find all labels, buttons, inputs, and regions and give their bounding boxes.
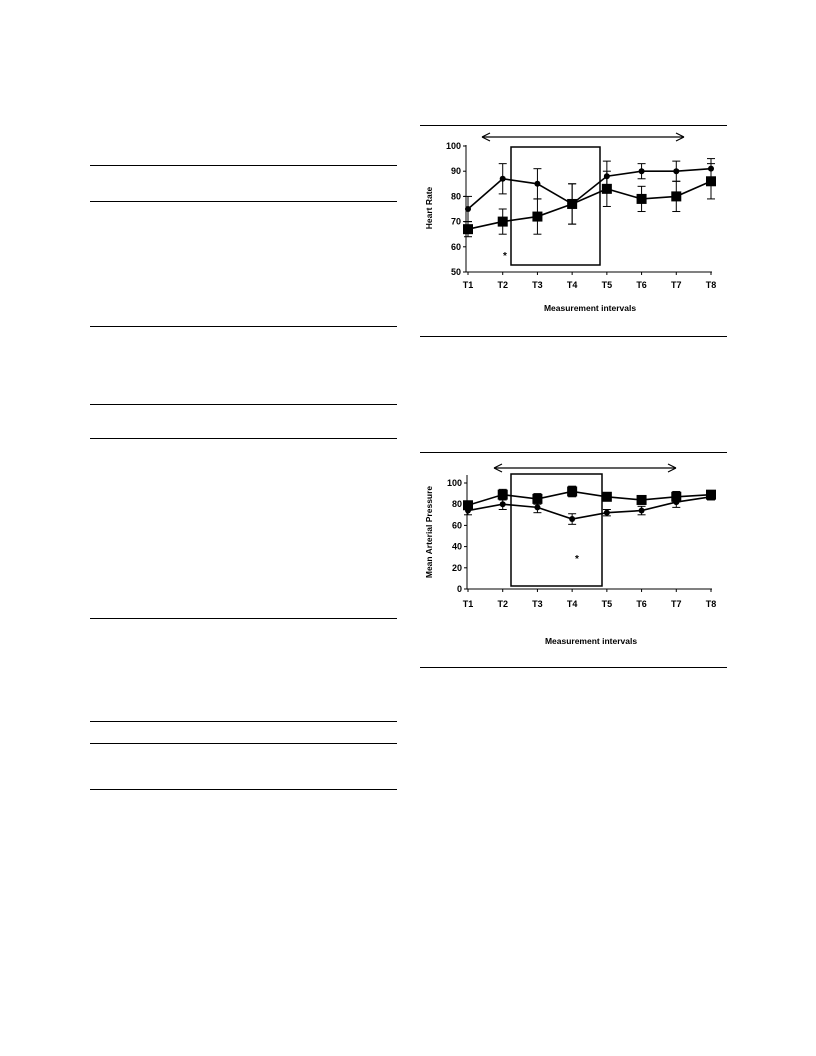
- table-rule: [90, 404, 397, 405]
- series-1-point: [639, 508, 645, 514]
- series-2-point: [532, 212, 542, 222]
- y-tick-label: 40: [451, 541, 462, 552]
- series-1-point: [500, 501, 506, 507]
- x-tick-label: T8: [705, 280, 717, 290]
- y-tick-label: 0: [456, 584, 462, 594]
- x-tick-label: T2: [497, 280, 508, 290]
- table-rule: [90, 743, 397, 744]
- y-axis-title: Mean Arterial Pressure: [424, 485, 434, 579]
- y-tick-label: 50: [450, 267, 461, 277]
- x-tick-label: T8: [705, 599, 717, 609]
- heart-rate-plot: [420, 126, 727, 334]
- y-tick-label: 100: [446, 478, 462, 488]
- y-tick-label: 20: [451, 562, 462, 573]
- table-rule: [90, 438, 397, 439]
- x-tick-label: T2: [497, 599, 508, 609]
- x-tick-label: T1: [462, 599, 474, 609]
- x-tick-label: T6: [636, 280, 647, 290]
- significance-marker: *: [575, 554, 579, 565]
- mean-arterial-pressure-chart: [420, 453, 727, 665]
- x-tick-label: T6: [636, 599, 647, 609]
- x-tick-label: T4: [566, 599, 578, 609]
- x-tick-label: T4: [566, 280, 578, 290]
- series-1-point: [465, 206, 471, 212]
- series-2-point: [602, 184, 612, 194]
- y-tick-label: 100: [445, 141, 461, 151]
- table-rule: [90, 165, 397, 166]
- x-tick-label: T7: [671, 280, 682, 290]
- series-1-point: [673, 168, 679, 174]
- y-tick-label: 90: [450, 166, 461, 177]
- series-2-point: [602, 492, 612, 502]
- y-axis-title: Heart Rate: [424, 186, 434, 230]
- table-rule: [90, 618, 397, 619]
- series-1-line: [468, 169, 711, 209]
- table-rule: [90, 721, 397, 722]
- intervention-box: [511, 147, 600, 265]
- y-tick-label: 80: [451, 499, 462, 510]
- y-tick-label: 80: [450, 191, 461, 202]
- heart-rate-chart: [420, 126, 727, 334]
- x-tick-label: T5: [601, 599, 613, 609]
- series-2-point: [637, 495, 647, 505]
- series-1-point: [534, 504, 540, 510]
- table-rule: [90, 201, 397, 202]
- series-2-point: [671, 492, 681, 502]
- table-rule: [90, 789, 397, 790]
- mean-arterial-pressure-plot: [420, 453, 727, 665]
- intervention-box: [511, 474, 602, 586]
- table-rule: [90, 326, 397, 327]
- series-2-point: [567, 486, 577, 496]
- series-1-point: [500, 176, 506, 182]
- x-tick-label: T5: [601, 280, 613, 290]
- x-tick-label: T3: [532, 599, 543, 609]
- series-2-point: [567, 199, 577, 209]
- series-2-point: [532, 494, 542, 504]
- series-1-point: [534, 181, 540, 187]
- series-2-point: [706, 176, 716, 186]
- series-2-point: [463, 500, 473, 510]
- significance-marker: *: [503, 251, 507, 262]
- y-tick-label: 70: [450, 216, 461, 227]
- x-axis-title: Measurement intervals: [544, 636, 638, 646]
- series-2-point: [463, 224, 473, 234]
- series-1-point: [569, 516, 575, 522]
- x-axis-title: Measurement intervals: [543, 303, 637, 313]
- series-2-point: [671, 191, 681, 201]
- figure-rule: [420, 336, 727, 337]
- series-2-point: [637, 194, 647, 204]
- series-2-point: [498, 217, 508, 227]
- x-tick-label: T3: [532, 280, 543, 290]
- y-tick-label: 60: [450, 241, 461, 252]
- series-1-point: [604, 510, 610, 516]
- series-2-point: [706, 490, 716, 500]
- x-tick-label: T7: [671, 599, 682, 609]
- series-2-point: [498, 490, 508, 500]
- x-tick-label: T1: [462, 280, 474, 290]
- series-1-point: [639, 168, 645, 174]
- y-tick-label: 60: [451, 520, 462, 531]
- figure-rule: [420, 667, 727, 668]
